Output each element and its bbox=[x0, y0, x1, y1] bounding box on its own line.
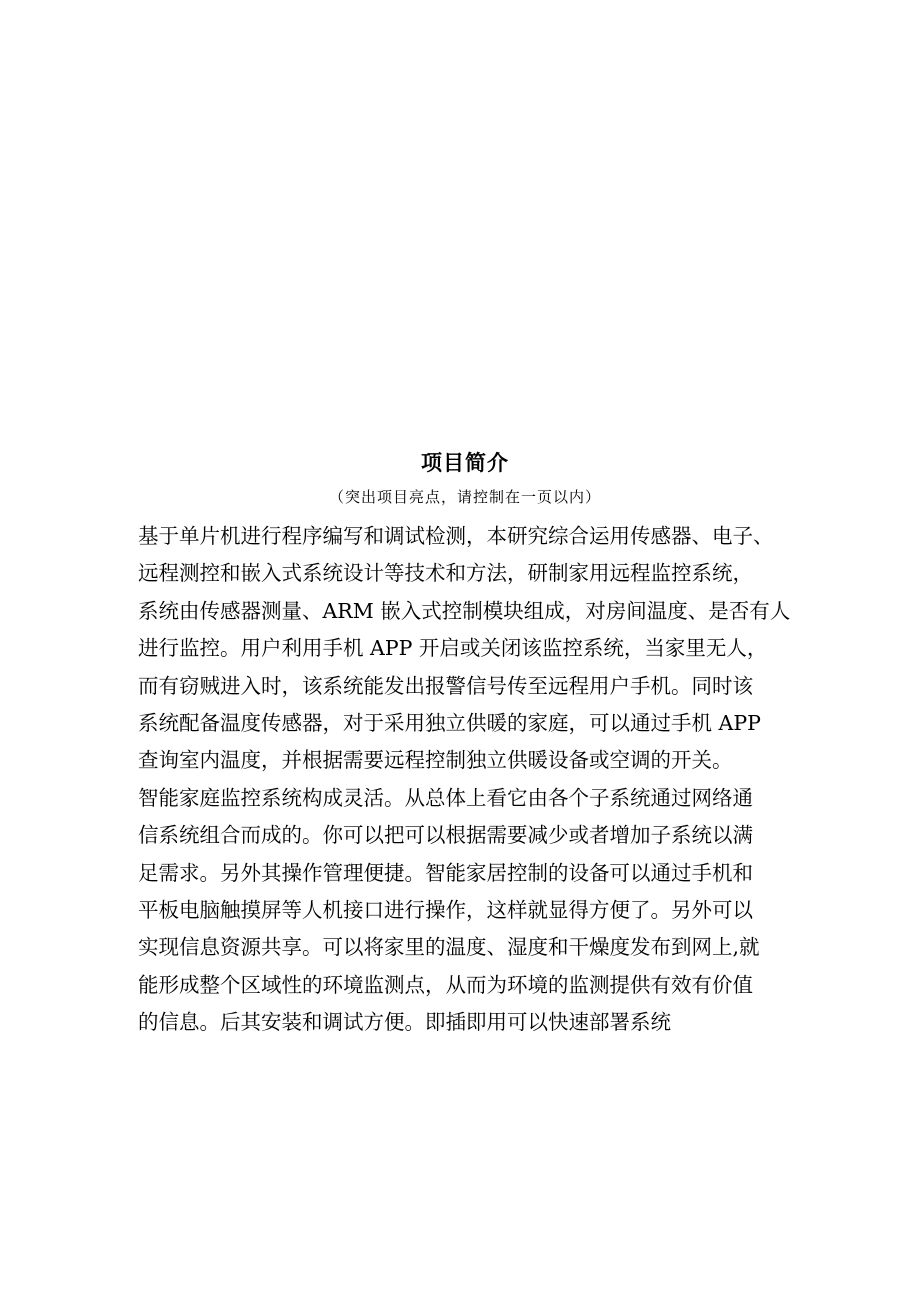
text-line: 实现信息资源共享。可以将家里的温度、湿度和干燥度发布到网上,就 bbox=[138, 935, 760, 960]
text-line: 足需求。另外其操作管理便捷。智能家居控制的设备可以通过手机和 bbox=[138, 860, 753, 885]
text-line: 而有窃贼进入时，该系统能发出报警信号传至远程用户手机。同时该 bbox=[138, 673, 753, 698]
text-line: 的信息。后其安装和调试方便。即插即用可以快速部署系统 bbox=[138, 1010, 671, 1035]
paragraph-1 bbox=[138, 518, 818, 780]
text-line: 平板电脑触摸屏等人机接口进行操作，这样就显得方便了。另外可以 bbox=[138, 897, 753, 922]
page-title: 项目简介 bbox=[421, 451, 509, 475]
document-body bbox=[138, 518, 818, 1041]
text-line: 信系统组合而成的。你可以把可以根据需要减少或者增加子系统以满 bbox=[138, 823, 753, 848]
text-line: 系统由传感器测量、ARM 嵌入式控制模块组成，对房间温度、是否有人 bbox=[138, 598, 791, 623]
text-line: 智能家庭监控系统构成灵活。从总体上看它由各个子系统通过网络通 bbox=[138, 785, 753, 810]
text-line: 查询室内温度，并根据需要远程控制独立供暖设备或空调的开关。 bbox=[138, 748, 733, 773]
text-line: 系统配备温度传感器，对于采用独立供暖的家庭，可以通过手机 APP bbox=[138, 710, 761, 735]
paragraph-2 bbox=[138, 780, 818, 1042]
text-line: 基于单片机进行程序编写和调试检测，本研究综合运用传感器、电子、 bbox=[138, 524, 774, 548]
text-line: 能形成整个区域性的环境监测点，从而为环境的监测提供有效有价值 bbox=[138, 972, 753, 997]
text-line: 远程测控和嵌入式系统设计等技术和方法，研制家用远程监控系统， bbox=[138, 561, 753, 586]
text-line: 进行监控。用户利用手机 APP 开启或关闭该监控系统，当家里无人， bbox=[138, 636, 768, 661]
page-subtitle-note: （突出项目亮点，请控制在一页以内） bbox=[328, 488, 601, 506]
